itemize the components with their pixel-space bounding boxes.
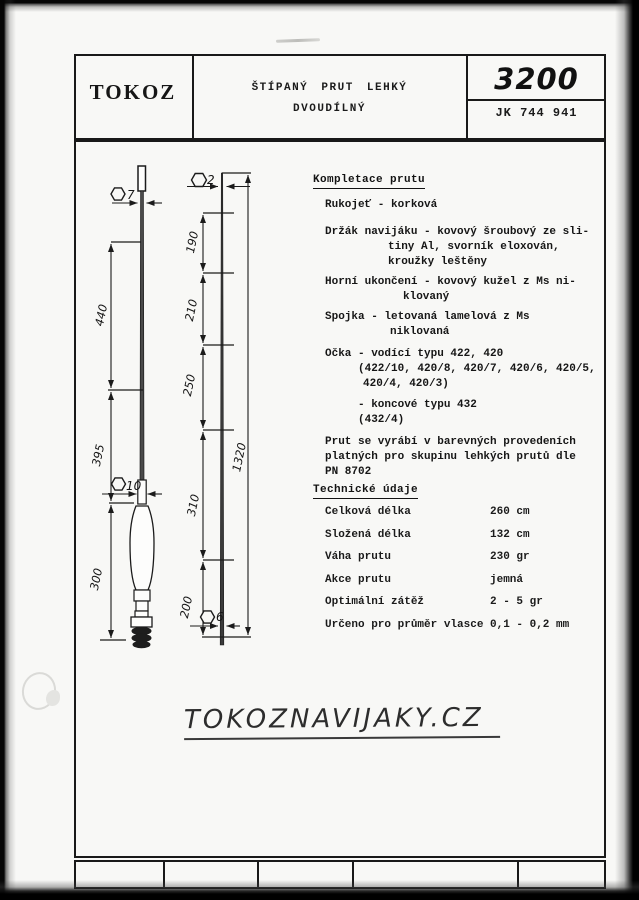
tech-row-label: Optimální zátěž xyxy=(325,596,425,608)
dimension-label: 300 xyxy=(86,566,106,592)
tech-row-label: Váha prutu xyxy=(325,551,392,563)
total-length-label: 1320 xyxy=(229,441,249,473)
tech-row-value: 230 gr xyxy=(490,551,530,563)
spec-line: Prut se vyrábí v barevných provedeních xyxy=(325,436,576,448)
footer-cell-divider xyxy=(257,862,259,887)
reel-seat-hood xyxy=(131,617,152,627)
dimension-label: 210 xyxy=(181,297,201,323)
dimension-label: 310 xyxy=(183,492,203,518)
spec-line: 420/4, 420/3) xyxy=(363,378,449,390)
spec-line: tiny Al, svorník eloxován, xyxy=(388,241,560,253)
document-title xyxy=(192,82,467,115)
dimension-label: 190 xyxy=(182,229,202,255)
title-line-2: DVOUDÍLNÝ xyxy=(293,103,366,115)
butt-section-drawing xyxy=(100,166,162,648)
diameter-label: 7 xyxy=(127,188,135,202)
technical-drawing xyxy=(74,140,314,685)
section-heading-kompletace: Kompletace prutu xyxy=(313,174,425,189)
footer-cell-divider xyxy=(517,862,519,887)
tech-row-value: jemná xyxy=(490,574,524,586)
spec-line: (432/4) xyxy=(358,414,405,426)
butt-rod-shaft xyxy=(140,191,144,482)
spec-line: (422/10, 420/8, 420/7, 420/6, 420/5, xyxy=(358,363,596,375)
spec-line: Rukojeť - korková xyxy=(325,199,438,211)
dimension-label: 395 xyxy=(88,442,108,468)
tech-row-value: 132 cm xyxy=(490,529,530,541)
tech-row-value: 2 - 5 gr xyxy=(490,596,543,608)
spec-line: Očka - vodící typu 422, 420 xyxy=(325,348,504,360)
cork-handle xyxy=(130,506,154,590)
tech-row-label: Celková délka xyxy=(325,506,411,518)
reel-seat-tube xyxy=(136,601,148,611)
model-cell-divider xyxy=(467,99,606,101)
dimension-label: 250 xyxy=(179,372,199,398)
tech-row-value: 0,1 - 0,2 mm xyxy=(490,619,570,631)
dimension-label: 440 xyxy=(91,302,111,328)
spec-line: platných pro skupinu lehkých prutů dle xyxy=(325,451,576,463)
scan-border-top xyxy=(0,0,639,12)
diameter-symbol xyxy=(201,611,215,623)
dimension-label: 200 xyxy=(176,594,196,620)
scan-border-right xyxy=(615,0,639,900)
title-line-1: ŠTÍPANÝ PRUT LEHKÝ xyxy=(251,82,408,94)
spec-line: Spojka - letovaná lamelová z Ms xyxy=(325,311,530,323)
spec-line: - koncové typu 432 xyxy=(358,399,477,411)
reel-seat-body xyxy=(134,590,150,601)
tech-row-value: 260 cm xyxy=(490,506,530,518)
scan-smudge xyxy=(276,38,320,43)
footer-table xyxy=(74,860,606,889)
footer-cell-divider xyxy=(352,862,354,887)
diameter-symbol xyxy=(192,174,207,187)
catalog-code: JK 744 941 xyxy=(495,106,578,120)
tip-rod-shaft xyxy=(220,173,224,645)
tech-row-label: Akce prutu xyxy=(325,574,392,586)
footer-cell-divider xyxy=(163,862,165,887)
spec-line: klovaný xyxy=(403,291,450,303)
rod-top-plug xyxy=(138,166,146,191)
scan-border-left xyxy=(0,0,16,900)
tech-row-label: Složená délka xyxy=(325,529,411,541)
spec-line: Horní ukončení - kovový kužel z Ms ni- xyxy=(325,276,576,288)
butt-cap xyxy=(133,641,151,649)
reel-seat-collar xyxy=(135,611,148,617)
watermark-text: TOKOZNAVIJAKY.CZ xyxy=(184,703,500,740)
model-number: 3200 xyxy=(494,62,579,96)
diameter-label: 6 xyxy=(216,610,224,624)
spec-line: niklovaná xyxy=(390,326,450,338)
brand-logo-text: TOKOZ xyxy=(89,80,177,104)
diameter-label: 10 xyxy=(126,479,142,493)
diameter-label: 2 xyxy=(207,173,215,187)
tech-row-label: Určeno pro průměr vlasce xyxy=(325,619,484,631)
scan-stain xyxy=(46,690,60,706)
spec-line: PN 8702 xyxy=(325,466,372,478)
spec-line: kroužky leštěny xyxy=(388,256,488,268)
diameter-symbol xyxy=(112,478,126,490)
spec-line: Držák navijáku - kovový šroubový ze sli- xyxy=(325,226,590,238)
diameter-symbol xyxy=(111,188,125,200)
specs-column xyxy=(313,168,606,688)
section-heading-tech: Technické údaje xyxy=(313,484,418,499)
